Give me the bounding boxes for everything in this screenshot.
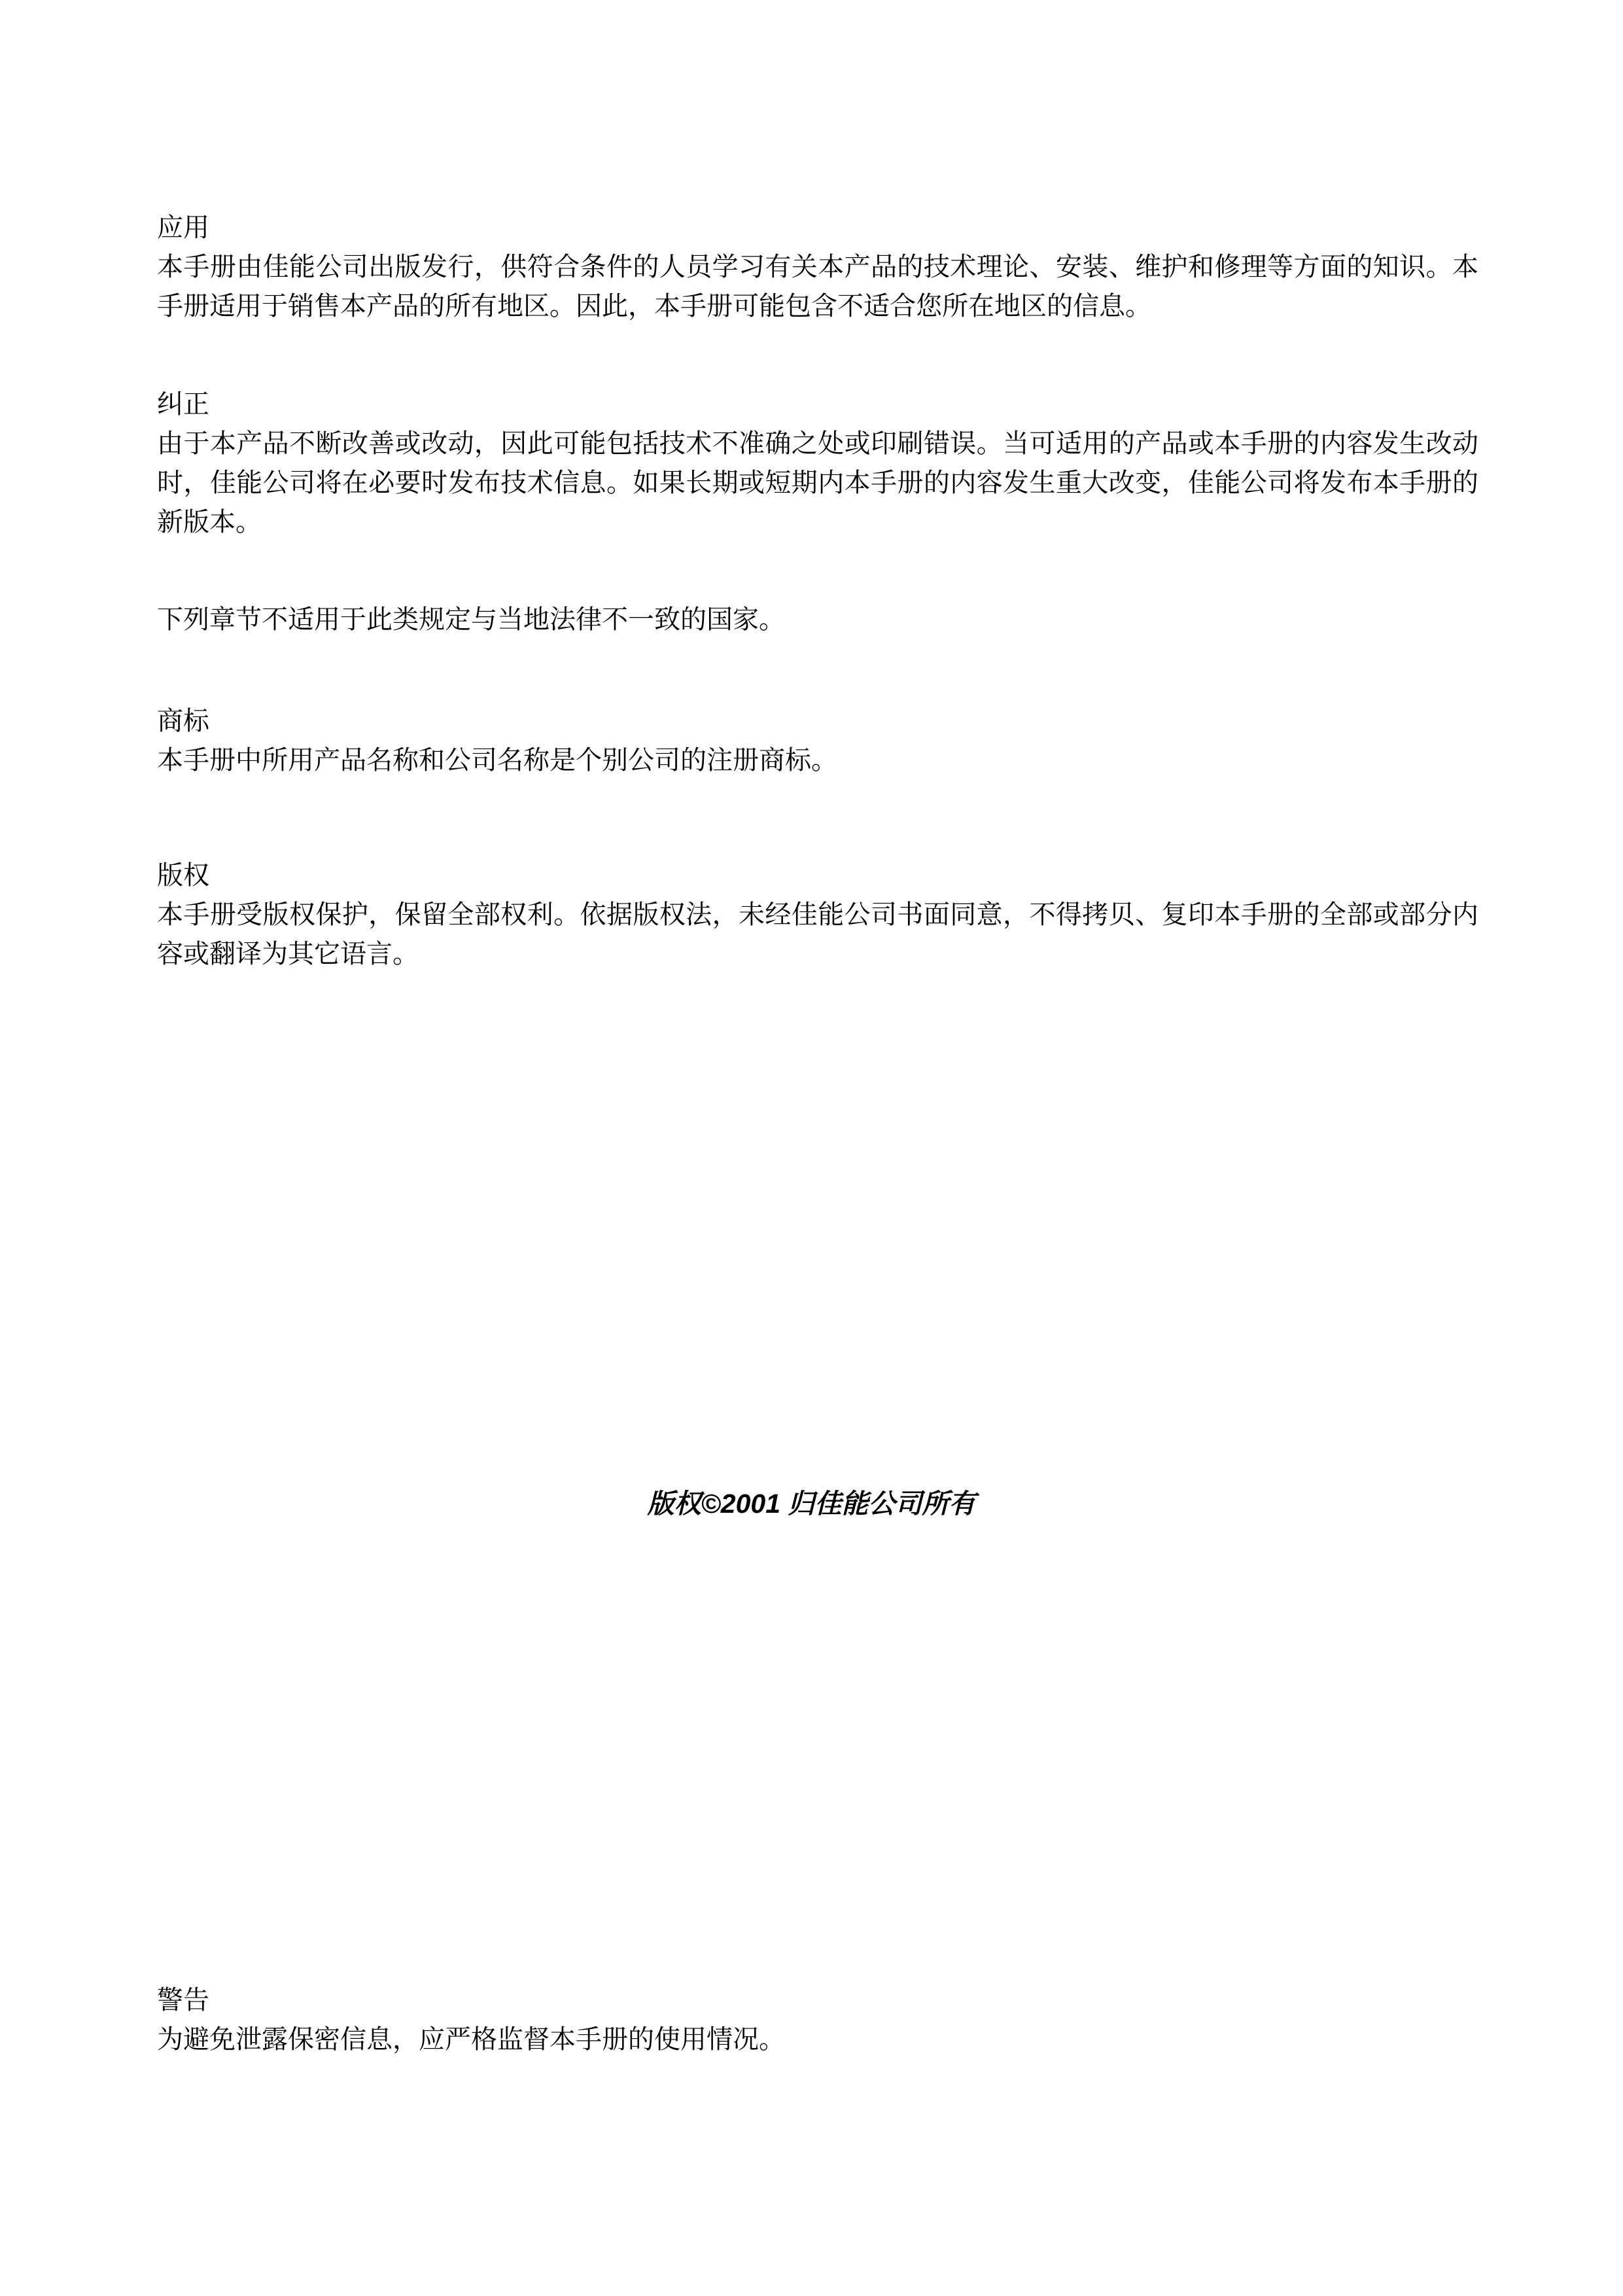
copyright-notice: 版权©2001 归佳能公司所有 <box>647 1489 976 1519</box>
section-heading-application: 应用 <box>157 213 209 243</box>
section-heading-trademark: 商标 <box>157 706 209 736</box>
section-warning <box>157 1981 1478 2059</box>
section-notice <box>157 600 1478 639</box>
section-copyright <box>157 856 1478 974</box>
section-body-application: 本手册由佳能公司出版发行，供符合条件的人员学习有关本产品的技术理论、安装、维护和修理等方面的知识。本手册适用于销售本产品的所有地区。因此，本手册可能包含不适合您所在地区的信息。 <box>157 252 1478 321</box>
section-body-notice: 下列章节不适用于此类规定与当地法律不一致的国家。 <box>157 605 785 635</box>
section-correction <box>157 385 1478 542</box>
section-body-warning: 为避免泄露保密信息，应严格监督本手册的使用情况。 <box>157 2024 785 2055</box>
section-application <box>157 208 1478 326</box>
section-body-correction: 由于本产品不断改善或改动，因此可能包括技术不准确之处或印刷错误。当可适用的产品或本手册的内容发生改动时，佳能公司将在必要时发布技术信息。如果长期或短期内本手册的内容发生重大改变，佳能公司将发布本手册的新版本。 <box>157 429 1478 537</box>
section-heading-warning: 警告 <box>157 1985 209 2015</box>
section-trademark <box>157 701 1478 780</box>
section-body-trademark: 本手册中所用产品名称和公司名称是个别公司的注册商标。 <box>157 745 837 775</box>
section-heading-copyright: 版权 <box>157 860 209 891</box>
section-heading-correction: 纠正 <box>157 389 209 419</box>
section-body-copyright: 本手册受版权保护，保留全部权利。依据版权法，未经佳能公司书面同意，不得拷贝、复印本手册的全部或部分内容或翻译为其它语言。 <box>157 900 1478 969</box>
